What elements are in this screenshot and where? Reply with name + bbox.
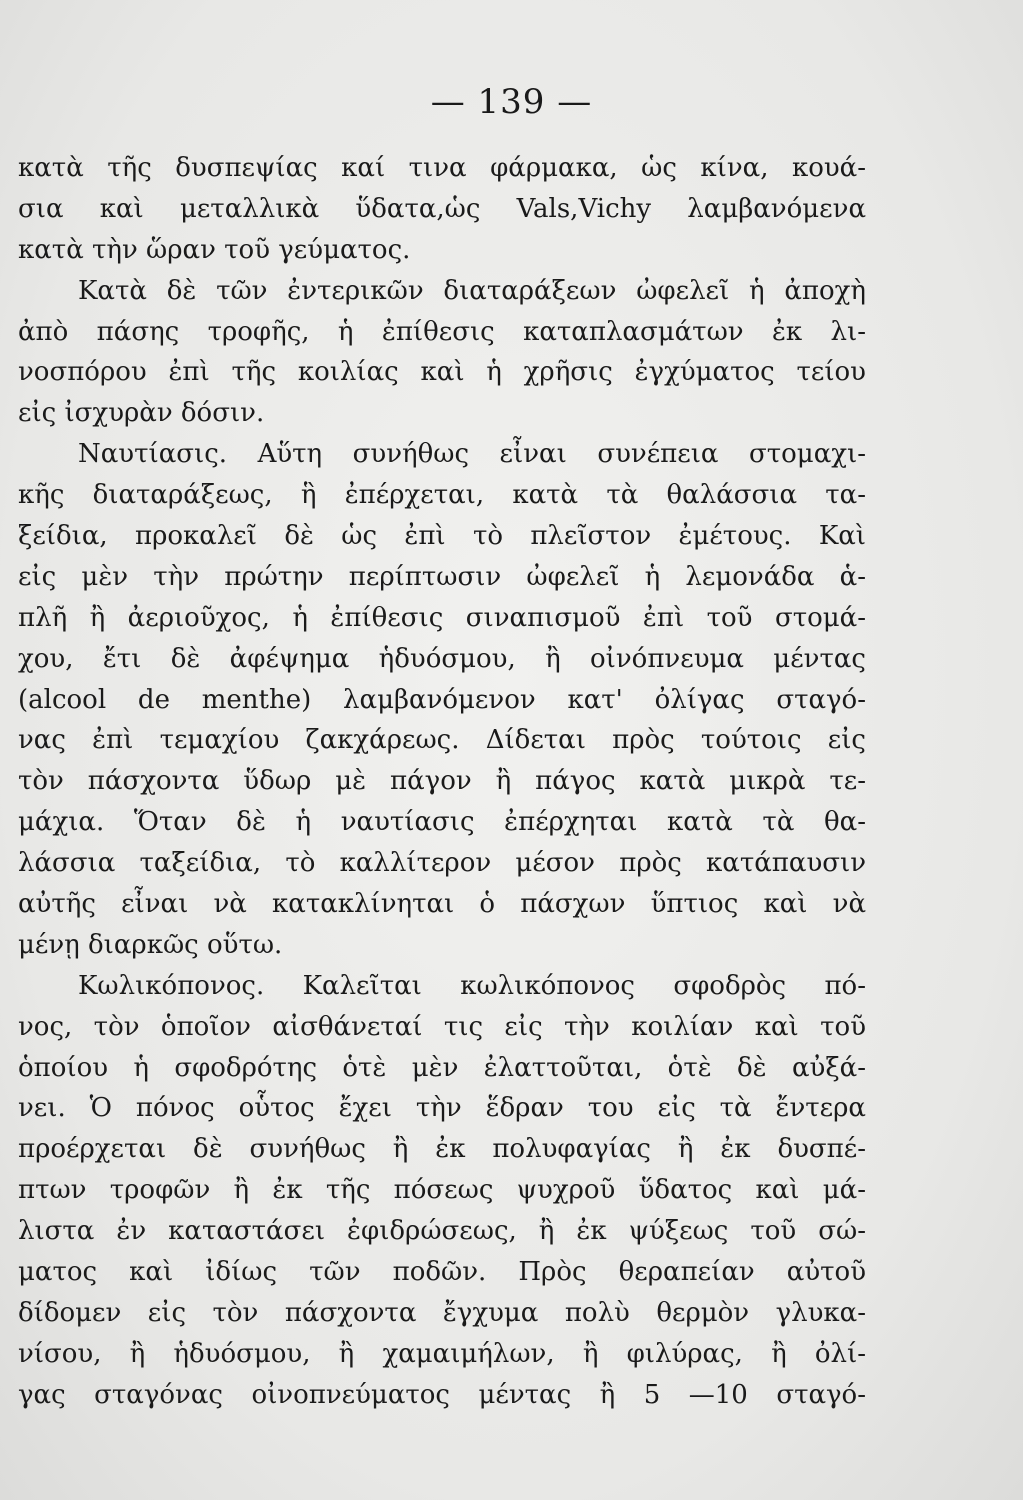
text-line: νει. Ὁ πόνος οὗτος ἔχει τὴν ἕδραν του εἰς τὰ ἔντερα	[18, 1093, 866, 1124]
text-line: Κωλικόπονος. Καλεῖται κωλικόπονος σφοδρὸς πό-	[78, 970, 866, 1001]
text-line: κῆς διαταράξεως, ἣ ἐπέρχεται, κατὰ τὰ θαλάσσια τα-	[18, 480, 866, 511]
text-line: μένῃ διαρκῶς οὕτω.	[18, 929, 283, 960]
text-line: αὐτῆς εἶναι νὰ κατακλίνηται ὁ πάσχων ὕπτιος καὶ νὰ	[18, 889, 866, 920]
page-number: — 139 —	[430, 82, 593, 122]
text-line: δίδομεν εἰς τὸν πάσχοντα ἔγχυμα πολὺ θερμὸν γλυκα-	[18, 1297, 866, 1328]
text-line: εἰς ἰσχυρὰν δόσιν.	[18, 398, 265, 429]
text-line: χου, ἔτι δὲ ἀφέψημα ἡδυόσμου, ἢ οἰνόπνευμα μέντας	[18, 643, 866, 674]
text-line: ἀπὸ πάσης τροφῆς, ἡ ἐπίθεσις καταπλασμάτων ἐκ λι-	[18, 316, 866, 347]
text-line: πτων τροφῶν ἢ ἐκ τῆς πόσεως ψυχροῦ ὕδατος καὶ μά-	[18, 1175, 866, 1206]
text-line: πλῆ ἢ ἀεριοῦχος, ἡ ἐπίθεσις σιναπισμοῦ ἐπὶ τοῦ στομά-	[18, 602, 866, 633]
text-line: νος, τὸν ὁποῖον αἰσθάνεταί τις εἰς τὴν κοιλίαν καὶ τοῦ	[18, 1011, 866, 1042]
text-line: μάχια. Ὅταν δὲ ἡ ναυτίασις ἐπέρχηται κατὰ τὰ θα-	[18, 807, 866, 838]
text-line: σια καὶ μεταλλικὰ ὕδατα,ὡς Vals,Vichy λαμβανόμενα	[18, 193, 866, 224]
text-line: νίσου, ἢ ἡδυόσμου, ἢ χαμαιμήλων, ἢ φιλύρας, ἢ ὀλί-	[18, 1338, 866, 1369]
text-line: Ναυτίασις. Αὕτη συνήθως εἶναι συνέπεια στομαχι-	[78, 439, 866, 470]
text-line: λιστα ἐν καταστάσει ἐφιδρώσεως, ἢ ἐκ ψύξεως τοῦ σώ-	[18, 1216, 866, 1247]
text-line: κατὰ τῆς δυσπεψίας καί τινα φάρμακα, ὡς κίνα, κουά-	[18, 153, 866, 183]
text-line: νας ἐπὶ τεμαχίου ζακχάρεως. Δίδεται πρὸς τούτοις εἰς	[18, 725, 866, 756]
text-line: ξείδια, προκαλεῖ δὲ ὡς ἐπὶ τὸ πλεῖστον ἐμέτους. Καὶ	[18, 521, 866, 552]
text-line: τὸν πάσχοντα ὕδωρ μὲ πάγον ἢ πάγος κατὰ μικρὰ τε-	[18, 766, 866, 797]
text-line: Κατὰ δὲ τῶν ἐντερικῶν διαταράξεων ὠφελεῖ ἡ ἀποχὴ	[78, 275, 866, 306]
text-line: (alcool de menthe) λαμβανόμενον κατ' ὀλίγας σταγό-	[18, 684, 866, 715]
text-line: εἰς μὲν τὴν πρώτην περίπτωσιν ὠφελεῖ ἡ λεμονάδα ἁ-	[18, 561, 866, 592]
body-text	[18, 148, 866, 1416]
text-line: προέρχεται δὲ συνήθως ἢ ἐκ πολυφαγίας ἢ ἐκ δυσπέ-	[18, 1134, 866, 1165]
text-line: νοσπόρου ἐπὶ τῆς κοιλίας καὶ ἡ χρῆσις ἐγχύματος τείου	[18, 357, 866, 388]
text-line: ὁποίου ἡ σφοδρότης ὁτὲ μὲν ἐλαττοῦται, ὁτὲ δὲ αὐξά-	[18, 1052, 866, 1083]
text-line: λάσσια ταξείδια, τὸ καλλίτερον μέσον πρὸς κατάπαυσιν	[18, 848, 866, 879]
text-line: ματος καὶ ἰδίως τῶν ποδῶν. Πρὸς θεραπείαν αὐτοῦ	[18, 1257, 866, 1288]
text-line: κατὰ τὴν ὥραν τοῦ γεύματος.	[18, 234, 411, 265]
text-line: γας σταγόνας οἰνοπνεύματος μέντας ἢ 5 —10 σταγό-	[18, 1379, 866, 1410]
